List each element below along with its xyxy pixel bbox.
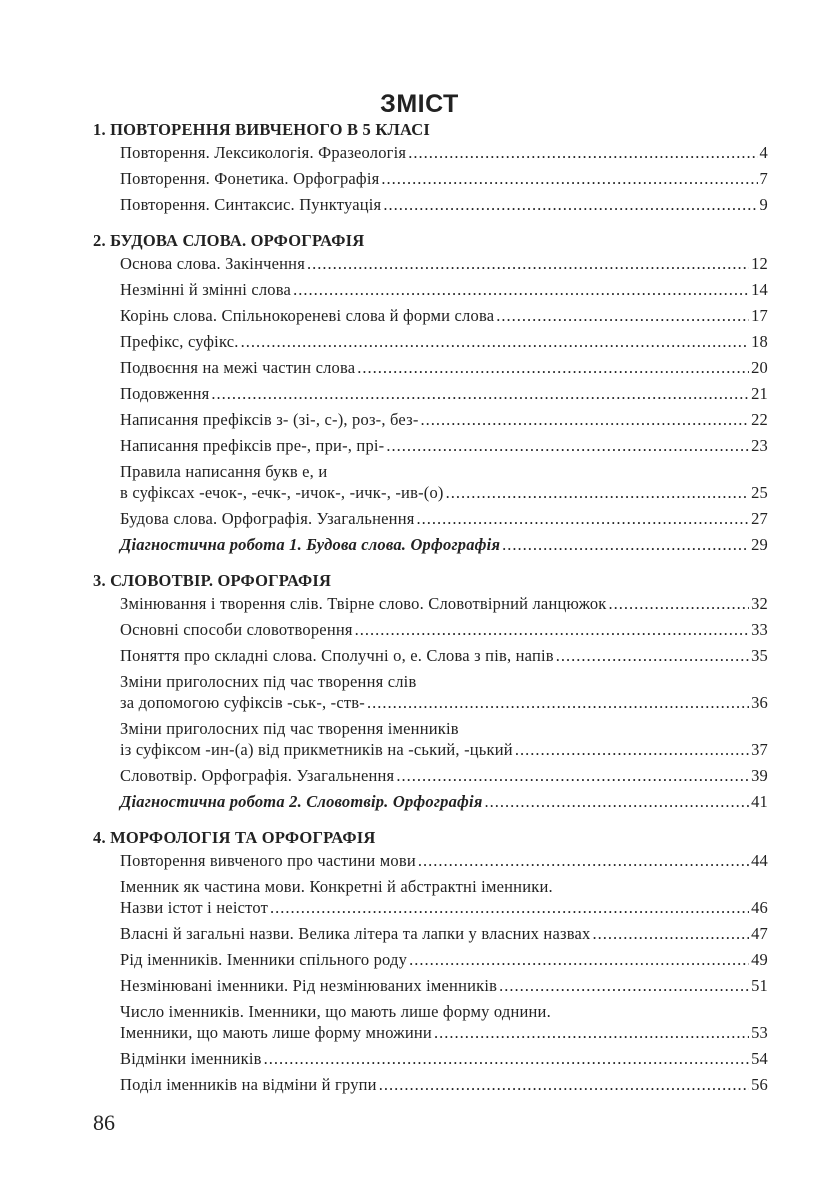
- entry-page-number: 23: [751, 436, 768, 455]
- entry-page-number: 25: [751, 483, 768, 502]
- toc-section: [93, 229, 773, 560]
- table-of-contents: [93, 118, 773, 1109]
- entry-title: Діагностична робота 2. Словотвір. Орфографія: [120, 792, 483, 811]
- entry-title: Повторення вивченого про частини мови: [120, 851, 416, 870]
- toc-entry[interactable]: [120, 923, 768, 949]
- entry-title: в суфіксах -ечок-, -ечк-, -ичок-, -ичк-, -ив-(о): [120, 483, 444, 502]
- dot-leader: [383, 194, 757, 215]
- toc-entry[interactable]: [120, 850, 768, 876]
- entry-page-number: 35: [751, 646, 768, 665]
- entry-title-first-line: Число іменників. Іменники, що мають лише форму однини.: [120, 1002, 551, 1021]
- page-number: 86: [93, 1110, 115, 1135]
- entry-title: Повторення. Синтаксис. Пунктуація: [120, 195, 382, 214]
- entry-page-number: 44: [751, 851, 768, 870]
- section-heading: 2. БУДОВА СЛОВА. ОРФОГРАФІЯ: [93, 231, 365, 250]
- section-heading: 1. ПОВТОРЕННЯ ВИВЧЕНОГО В 5 КЛАСІ: [93, 120, 431, 139]
- toc-entry[interactable]: [120, 593, 768, 619]
- dot-leader: [386, 435, 749, 456]
- toc-entry[interactable]: [120, 279, 768, 305]
- toc-entry[interactable]: [120, 331, 768, 357]
- toc-entry[interactable]: [120, 534, 768, 560]
- entry-page-number: 7: [759, 169, 768, 188]
- entry-title: Написання префіксів пре-, при-, прі-: [120, 436, 385, 455]
- entry-page-number: 21: [751, 384, 768, 403]
- toc-entry[interactable]: [120, 765, 768, 791]
- entry-page-number: 47: [751, 924, 768, 943]
- toc-entry[interactable]: [120, 357, 768, 383]
- dot-leader: [293, 279, 749, 300]
- entry-title-first-line: Іменник як частина мови. Конкретні й абстрактні іменники.: [120, 877, 553, 896]
- toc-entry[interactable]: [120, 409, 768, 435]
- entry-title-first-line: Правила написання букв е, и: [120, 462, 328, 481]
- entry-page-number: 39: [751, 766, 768, 785]
- dot-leader: [446, 482, 749, 503]
- entry-page-number: 53: [751, 1023, 768, 1042]
- toc-entry[interactable]: [120, 1048, 768, 1074]
- toc-entry[interactable]: [120, 253, 768, 279]
- entry-title: Основні способи словотворення: [120, 620, 353, 639]
- entry-title-first-line: Зміни приголосних під час творення іменників: [120, 719, 459, 738]
- dot-leader: [608, 593, 749, 614]
- toc-entry[interactable]: [120, 718, 768, 765]
- entry-page-number: 22: [751, 410, 768, 429]
- toc-section: [93, 569, 773, 817]
- entry-page-number: 18: [751, 332, 768, 351]
- dot-leader: [485, 791, 750, 812]
- entry-title: Змінювання і творення слів. Твірне слово. Словотвірний ланцюжок: [120, 594, 607, 613]
- entry-page-number: 27: [751, 509, 768, 528]
- page-title: ЗМІСТ: [380, 90, 459, 118]
- entry-page-number: 37: [751, 740, 768, 759]
- entry-title: Незмінні й змінні слова: [120, 280, 292, 299]
- toc-section: [93, 118, 773, 220]
- entry-title: Основа слова. Закінчення: [120, 254, 305, 273]
- entry-title: Рід іменників. Іменники спільного роду: [120, 950, 408, 969]
- dot-leader: [379, 1074, 749, 1095]
- entry-title: за допомогою суфіксів -ськ-, -ств-: [120, 693, 365, 712]
- entry-title: Власні й загальні назви. Велика літера та лапки у власних назвах: [120, 924, 591, 943]
- section-heading: 4. МОРФОЛОГІЯ ТА ОРФОГРАФІЯ: [93, 828, 376, 847]
- entry-title: Корінь слова. Спільнокореневі слова й форми слова: [120, 306, 495, 325]
- entry-page-number: 12: [751, 254, 768, 273]
- dot-leader: [241, 331, 749, 352]
- dot-leader: [499, 975, 749, 996]
- entry-title: Подовження: [120, 384, 210, 403]
- entry-title: Незмінювані іменники. Рід незмінюваних іменників: [120, 976, 498, 995]
- dot-leader: [270, 897, 749, 918]
- toc-entry[interactable]: [120, 461, 768, 508]
- dot-leader: [355, 619, 749, 640]
- entry-page-number: 14: [751, 280, 768, 299]
- toc-entry[interactable]: [120, 645, 768, 671]
- entry-title: Словотвір. Орфографія. Узагальнення: [120, 766, 395, 785]
- entry-page-number: 20: [751, 358, 768, 377]
- toc-entry[interactable]: [120, 194, 768, 220]
- dot-leader: [367, 692, 749, 713]
- toc-entry[interactable]: [120, 383, 768, 409]
- entry-title: Назви істот і неістот: [120, 898, 268, 917]
- toc-entry[interactable]: [120, 508, 768, 534]
- entry-page-number: 56: [751, 1075, 768, 1094]
- entry-title: із суфіксом -ин-(а) від прикметників на -ський, -цький: [120, 740, 513, 759]
- entry-page-number: 17: [751, 306, 768, 325]
- entry-title: Повторення. Лексикологія. Фразеологія: [120, 143, 407, 162]
- entry-title: Написання префіксів з- (зі-, с-), роз-, без-: [120, 410, 419, 429]
- dot-leader: [496, 305, 749, 326]
- dot-leader: [515, 739, 749, 760]
- entry-title: Поняття про складні слова. Сполучні о, е. Слова з пів, напів: [120, 646, 554, 665]
- entry-page-number: 4: [759, 143, 768, 162]
- toc-entry[interactable]: [120, 619, 768, 645]
- toc-entry[interactable]: [120, 876, 768, 923]
- dot-leader: [307, 253, 749, 274]
- toc-entry[interactable]: [120, 305, 768, 331]
- entry-page-number: 9: [759, 195, 768, 214]
- dot-leader: [418, 850, 749, 871]
- entry-page-number: 46: [751, 898, 768, 917]
- dot-leader: [556, 645, 749, 666]
- dot-leader: [409, 949, 749, 970]
- toc-entry[interactable]: [120, 1074, 768, 1100]
- entry-page-number: 51: [751, 976, 768, 995]
- entry-page-number: 49: [751, 950, 768, 969]
- toc-entry[interactable]: [120, 168, 768, 194]
- dot-leader: [381, 168, 757, 189]
- dot-leader: [357, 357, 749, 378]
- entry-page-number: 32: [751, 594, 768, 613]
- entry-title: Поділ іменників на відміни й групи: [120, 1075, 377, 1094]
- entry-title: Будова слова. Орфографія. Узагальнення: [120, 509, 415, 528]
- entry-page-number: 41: [751, 792, 768, 811]
- entry-page-number: 36: [751, 693, 768, 712]
- entry-title: Подвоєння на межі частин слова: [120, 358, 356, 377]
- entry-title: Повторення. Фонетика. Орфографія: [120, 169, 380, 188]
- entry-page-number: 33: [751, 620, 768, 639]
- dot-leader: [502, 534, 749, 555]
- dot-leader: [408, 142, 757, 163]
- toc-entry[interactable]: [120, 435, 768, 461]
- toc-entry[interactable]: [120, 142, 768, 168]
- entry-page-number: 29: [751, 535, 768, 554]
- toc-entry[interactable]: [120, 1001, 768, 1048]
- section-heading: 3. СЛОВОТВІР. ОРФОГРАФІЯ: [93, 571, 332, 590]
- toc-entry[interactable]: [120, 975, 768, 1001]
- dot-leader: [396, 765, 749, 786]
- dot-leader: [264, 1048, 749, 1069]
- dot-leader: [211, 383, 749, 404]
- dot-leader: [417, 508, 750, 529]
- entry-page-number: 54: [751, 1049, 768, 1068]
- dot-leader: [434, 1022, 749, 1043]
- dot-leader: [421, 409, 750, 430]
- entry-title: Іменники, що мають лише форму множини: [120, 1023, 432, 1042]
- entry-title: Префікс, суфікс.: [120, 332, 239, 351]
- entry-title-first-line: Зміни приголосних під час творення слів: [120, 672, 417, 691]
- dot-leader: [592, 923, 749, 944]
- toc-entry[interactable]: [120, 671, 768, 718]
- entry-title: Діагностична робота 1. Будова слова. Орфографія: [120, 535, 501, 554]
- entry-title: Відмінки іменників: [120, 1049, 262, 1068]
- toc-section: [93, 826, 773, 1100]
- toc-entry[interactable]: [120, 949, 768, 975]
- toc-entry[interactable]: [120, 791, 768, 817]
